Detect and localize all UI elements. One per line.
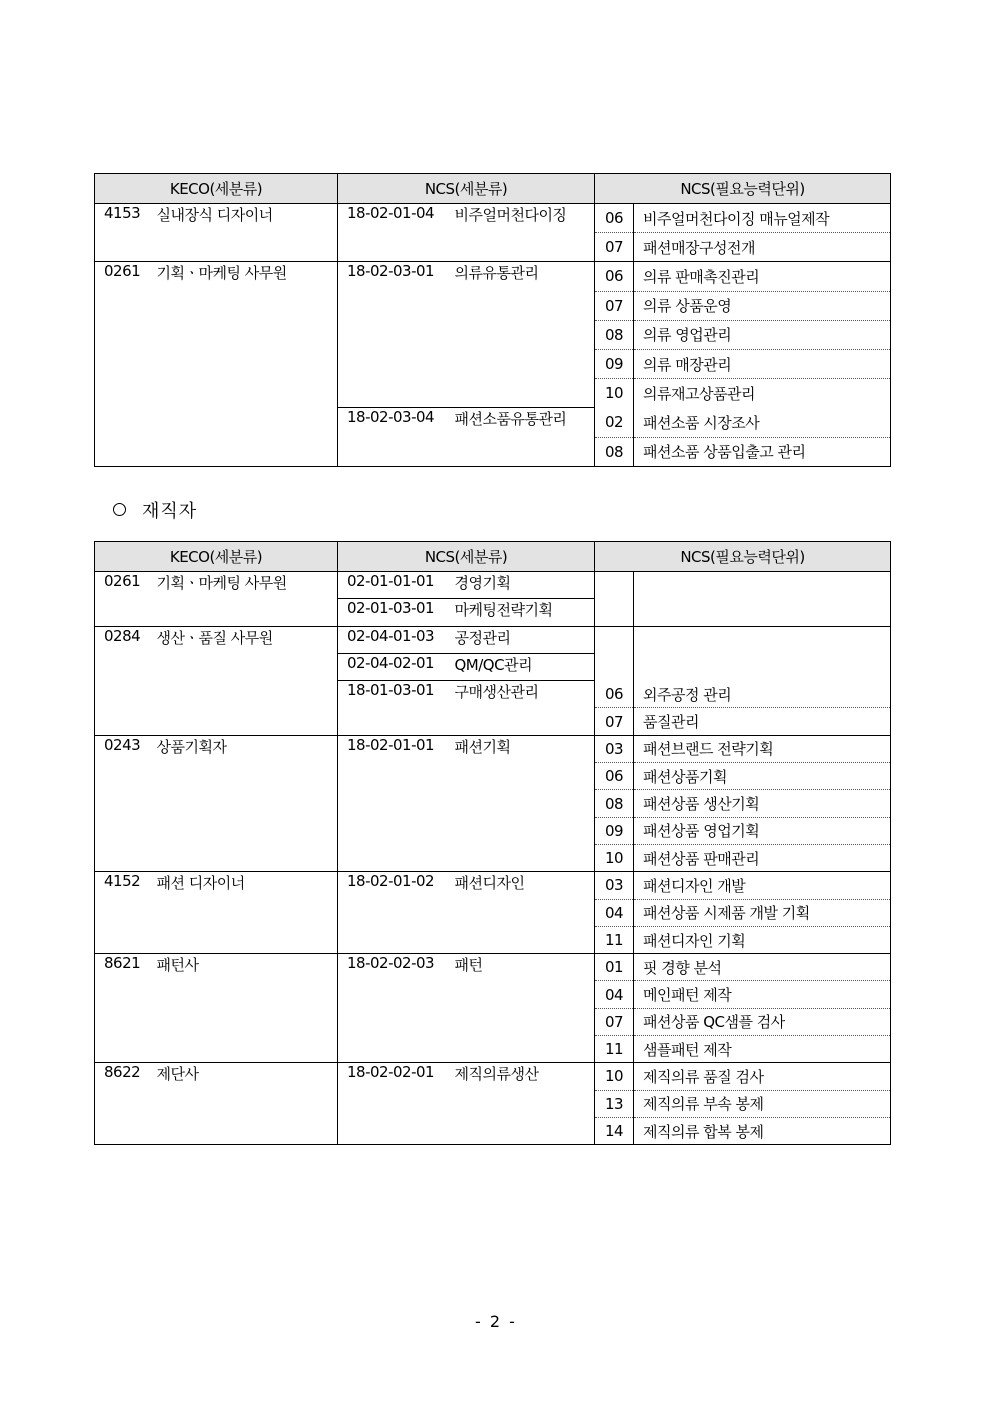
unit-number-cell: 07 (595, 233, 634, 262)
table-row (95, 262, 891, 291)
ncs-code-cell (338, 899, 446, 926)
ncs-code-cell (338, 844, 446, 871)
keco-code-cell: 0261 (95, 572, 148, 599)
ncs-name-cell (446, 349, 595, 378)
ncs-name-cell (446, 1008, 595, 1035)
unit-name-cell: 패션상품 생산기획 (634, 790, 891, 817)
keco-code-cell: 0284 (95, 626, 148, 653)
keco-name-cell: 패턴사 (148, 954, 338, 981)
table-row (95, 1063, 891, 1090)
table-row (95, 204, 891, 233)
table-row (95, 763, 891, 790)
unit-name-cell: 패션소품 시장조사 (634, 408, 891, 437)
table-row (95, 708, 891, 735)
keco-name-cell (148, 379, 338, 408)
ncs-code-cell: 02-04-02-01 (338, 653, 446, 680)
keco-code-cell (95, 981, 148, 1008)
keco-name-cell (148, 1008, 338, 1035)
unit-number-cell (595, 572, 634, 599)
keco-name-cell (148, 233, 338, 262)
keco-code-cell (95, 763, 148, 790)
table-row (95, 899, 891, 926)
ncs-name-cell (446, 437, 595, 466)
ncs-code-cell (338, 763, 446, 790)
table-row (95, 735, 891, 762)
ncs-code-cell (338, 437, 446, 466)
keco-code-cell: 4152 (95, 872, 148, 899)
ncs-code-cell (338, 926, 446, 953)
table-row (95, 572, 891, 599)
ncs-code-cell (338, 1117, 446, 1144)
unit-name-cell: 제직의류 합복 봉제 (634, 1117, 891, 1144)
header-ncs: NCS(세분류) (338, 542, 595, 572)
keco-code-cell (95, 790, 148, 817)
keco-code-cell (95, 437, 148, 466)
unit-number-cell: 03 (595, 872, 634, 899)
unit-number-cell (595, 626, 634, 653)
ncs-name-cell: 경영기획 (446, 572, 595, 599)
unit-number-cell: 10 (595, 844, 634, 871)
ncs-code-cell: 02-01-03-01 (338, 599, 446, 626)
header-keco: KECO(세분류) (95, 174, 338, 204)
unit-number-cell: 11 (595, 926, 634, 953)
ncs-code-cell: 18-01-03-01 (338, 681, 446, 708)
ncs-name-cell (446, 790, 595, 817)
unit-name-cell: 메인패턴 제작 (634, 981, 891, 1008)
unit-number-cell: 10 (595, 379, 634, 408)
unit-name-cell: 외주공정 관리 (634, 681, 891, 708)
unit-name-cell: 비주얼머천다이징 매뉴얼제작 (634, 204, 891, 233)
ncs-name-cell: 패션소품유통관리 (446, 408, 595, 437)
unit-name-cell: 의류 상품운영 (634, 291, 891, 320)
keco-code-cell (95, 320, 148, 349)
keco-name-cell: 패션 디자이너 (148, 872, 338, 899)
keco-code-cell (95, 1090, 148, 1117)
unit-number-cell: 07 (595, 291, 634, 320)
table-row (95, 653, 891, 680)
unit-name-cell: 핏 경향 분석 (634, 954, 891, 981)
ncs-name-cell (446, 708, 595, 735)
table-body (95, 204, 891, 467)
circle-bullet-icon (113, 503, 126, 516)
ncs-code-cell: 18-02-03-01 (338, 262, 446, 291)
ncs-code-cell: 18-02-01-01 (338, 735, 446, 762)
keco-name-cell (148, 899, 338, 926)
keco-code-cell (95, 817, 148, 844)
keco-code-cell (95, 926, 148, 953)
keco-name-cell: 생산ㆍ품질 사무원 (148, 626, 338, 653)
ncs-name-cell: 패션기획 (446, 735, 595, 762)
unit-number-cell: 08 (595, 790, 634, 817)
table-row (95, 1036, 891, 1063)
header-ncs: NCS(세분류) (338, 174, 595, 204)
ncs-code-cell: 02-01-01-01 (338, 572, 446, 599)
ncs-name-cell: 제직의류생산 (446, 1063, 595, 1090)
ncs-code-cell (338, 790, 446, 817)
keco-name-cell (148, 708, 338, 735)
ncs-code-cell: 18-02-01-04 (338, 204, 446, 233)
unit-name-cell: 패션매장구성전개 (634, 233, 891, 262)
ncs-code-cell (338, 1036, 446, 1063)
unit-name-cell (634, 626, 891, 653)
unit-name-cell: 의류 영업관리 (634, 320, 891, 349)
table-employed (94, 541, 891, 1145)
keco-name-cell (148, 653, 338, 680)
table-row (95, 844, 891, 871)
keco-code-cell (95, 681, 148, 708)
keco-name-cell (148, 763, 338, 790)
keco-code-cell: 0243 (95, 735, 148, 762)
unit-name-cell (634, 653, 891, 680)
keco-name-cell: 제단사 (148, 1063, 338, 1090)
table-row (95, 981, 891, 1008)
section-title (113, 497, 197, 523)
unit-number-cell: 06 (595, 204, 634, 233)
ncs-name-cell (446, 844, 595, 871)
unit-number-cell: 06 (595, 262, 634, 291)
ncs-name-cell: 비주얼머천다이징 (446, 204, 595, 233)
ncs-name-cell (446, 1036, 595, 1063)
unit-number-cell (595, 653, 634, 680)
keco-code-cell (95, 653, 148, 680)
table-job-seekers (94, 173, 891, 467)
unit-number-cell: 13 (595, 1090, 634, 1117)
unit-number-cell: 06 (595, 763, 634, 790)
ncs-code-cell: 18-02-01-02 (338, 872, 446, 899)
keco-code-cell: 4153 (95, 204, 148, 233)
keco-name-cell (148, 926, 338, 953)
section-title-text: 재직자 (142, 501, 198, 522)
ncs-name-cell (446, 291, 595, 320)
unit-name-cell: 패션상품기획 (634, 763, 891, 790)
ncs-code-cell (338, 817, 446, 844)
keco-code-cell (95, 379, 148, 408)
table-row (95, 1008, 891, 1035)
unit-name-cell: 패션상품 QC샘플 검사 (634, 1008, 891, 1035)
unit-number-cell: 09 (595, 817, 634, 844)
ncs-code-cell: 18-02-02-03 (338, 954, 446, 981)
keco-name-cell (148, 320, 338, 349)
keco-name-cell: 실내장식 디자이너 (148, 204, 338, 233)
ncs-code-cell: 02-04-01-03 (338, 626, 446, 653)
keco-name-cell (148, 291, 338, 320)
keco-code-cell (95, 599, 148, 626)
unit-number-cell: 08 (595, 437, 634, 466)
ncs-name-cell: 마케팅전략기획 (446, 599, 595, 626)
unit-number-cell: 01 (595, 954, 634, 981)
unit-name-cell (634, 599, 891, 626)
unit-name-cell: 샘플패턴 제작 (634, 1036, 891, 1063)
keco-name-cell: 상품기획자 (148, 735, 338, 762)
keco-code-cell (95, 1036, 148, 1063)
keco-name-cell (148, 1117, 338, 1144)
unit-name-cell: 패션디자인 개발 (634, 872, 891, 899)
table-row (95, 320, 891, 349)
table-row (95, 408, 891, 437)
table-row (95, 437, 891, 466)
keco-name-cell (148, 790, 338, 817)
unit-name-cell: 패션소품 상품입출고 관리 (634, 437, 891, 466)
page-number: - 2 - (475, 1312, 517, 1331)
ncs-code-cell (338, 1090, 446, 1117)
ncs-name-cell (446, 817, 595, 844)
header-keco: KECO(세분류) (95, 542, 338, 572)
ncs-name-cell: 구매생산관리 (446, 681, 595, 708)
unit-number-cell: 07 (595, 708, 634, 735)
ncs-name-cell (446, 926, 595, 953)
table-row (95, 681, 891, 708)
keco-name-cell: 기획ㆍ마케팅 사무원 (148, 262, 338, 291)
header-ncs-unit: NCS(필요능력단위) (595, 542, 891, 572)
keco-name-cell (148, 349, 338, 378)
ncs-code-cell (338, 320, 446, 349)
unit-name-cell: 패션디자인 기획 (634, 926, 891, 953)
ncs-name-cell (446, 379, 595, 408)
keco-name-cell: 기획ㆍ마케팅 사무원 (148, 572, 338, 599)
unit-number-cell: 06 (595, 681, 634, 708)
header-ncs-unit: NCS(필요능력단위) (595, 174, 891, 204)
unit-name-cell: 제직의류 품질 검사 (634, 1063, 891, 1090)
unit-number-cell: 14 (595, 1117, 634, 1144)
keco-code-cell (95, 233, 148, 262)
unit-number-cell: 11 (595, 1036, 634, 1063)
unit-name-cell: 의류 매장관리 (634, 349, 891, 378)
ncs-code-cell (338, 708, 446, 735)
unit-number-cell: 10 (595, 1063, 634, 1090)
ncs-name-cell (446, 320, 595, 349)
table-row (95, 626, 891, 653)
table-row (95, 349, 891, 378)
unit-name-cell: 패션상품 영업기획 (634, 817, 891, 844)
table-row (95, 872, 891, 899)
unit-number-cell: 07 (595, 1008, 634, 1035)
table-row (95, 817, 891, 844)
keco-name-cell (148, 1036, 338, 1063)
table-row (95, 790, 891, 817)
keco-code-cell (95, 349, 148, 378)
ncs-code-cell (338, 379, 446, 408)
keco-code-cell: 8621 (95, 954, 148, 981)
keco-code-cell (95, 1008, 148, 1035)
ncs-name-cell (446, 1090, 595, 1117)
keco-code-cell (95, 1117, 148, 1144)
keco-name-cell (148, 408, 338, 437)
ncs-code-cell: 18-02-02-01 (338, 1063, 446, 1090)
keco-name-cell (148, 681, 338, 708)
ncs-code-cell (338, 233, 446, 262)
unit-name-cell: 품질관리 (634, 708, 891, 735)
unit-name-cell: 패션브랜드 전략기획 (634, 735, 891, 762)
table-row (95, 379, 891, 408)
ncs-name-cell: 패션디자인 (446, 872, 595, 899)
table-row (95, 926, 891, 953)
unit-name-cell: 패션상품 시제품 개발 기획 (634, 899, 891, 926)
ncs-name-cell: 의류유통관리 (446, 262, 595, 291)
ncs-name-cell (446, 1117, 595, 1144)
keco-name-cell (148, 844, 338, 871)
unit-number-cell: 04 (595, 981, 634, 1008)
unit-number-cell: 09 (595, 349, 634, 378)
ncs-code-cell: 18-02-03-04 (338, 408, 446, 437)
table-row (95, 1090, 891, 1117)
ncs-code-cell (338, 291, 446, 320)
keco-code-cell: 8622 (95, 1063, 148, 1090)
unit-number-cell (595, 599, 634, 626)
table-row (95, 599, 891, 626)
keco-code-cell (95, 408, 148, 437)
unit-name-cell: 의류 판매촉진관리 (634, 262, 891, 291)
keco-name-cell (148, 437, 338, 466)
table-row (95, 233, 891, 262)
keco-code-cell (95, 291, 148, 320)
keco-name-cell (148, 599, 338, 626)
ncs-name-cell (446, 899, 595, 926)
table-body (95, 572, 891, 1145)
unit-name-cell: 제직의류 부속 봉제 (634, 1090, 891, 1117)
keco-code-cell: 0261 (95, 262, 148, 291)
ncs-code-cell (338, 349, 446, 378)
unit-name-cell (634, 572, 891, 599)
ncs-name-cell (446, 233, 595, 262)
ncs-name-cell: QM/QC관리 (446, 653, 595, 680)
ncs-name-cell (446, 763, 595, 790)
unit-number-cell: 04 (595, 899, 634, 926)
keco-name-cell (148, 817, 338, 844)
keco-name-cell (148, 1090, 338, 1117)
unit-number-cell: 08 (595, 320, 634, 349)
unit-number-cell: 03 (595, 735, 634, 762)
ncs-name-cell: 공정관리 (446, 626, 595, 653)
keco-code-cell (95, 899, 148, 926)
keco-code-cell (95, 844, 148, 871)
ncs-name-cell (446, 981, 595, 1008)
table-row (95, 1117, 891, 1144)
table-row (95, 291, 891, 320)
unit-name-cell: 의류재고상품관리 (634, 379, 891, 408)
keco-name-cell (148, 981, 338, 1008)
unit-number-cell: 02 (595, 408, 634, 437)
ncs-code-cell (338, 1008, 446, 1035)
ncs-name-cell: 패턴 (446, 954, 595, 981)
ncs-code-cell (338, 981, 446, 1008)
keco-code-cell (95, 708, 148, 735)
unit-name-cell: 패션상품 판매관리 (634, 844, 891, 871)
table-row (95, 954, 891, 981)
